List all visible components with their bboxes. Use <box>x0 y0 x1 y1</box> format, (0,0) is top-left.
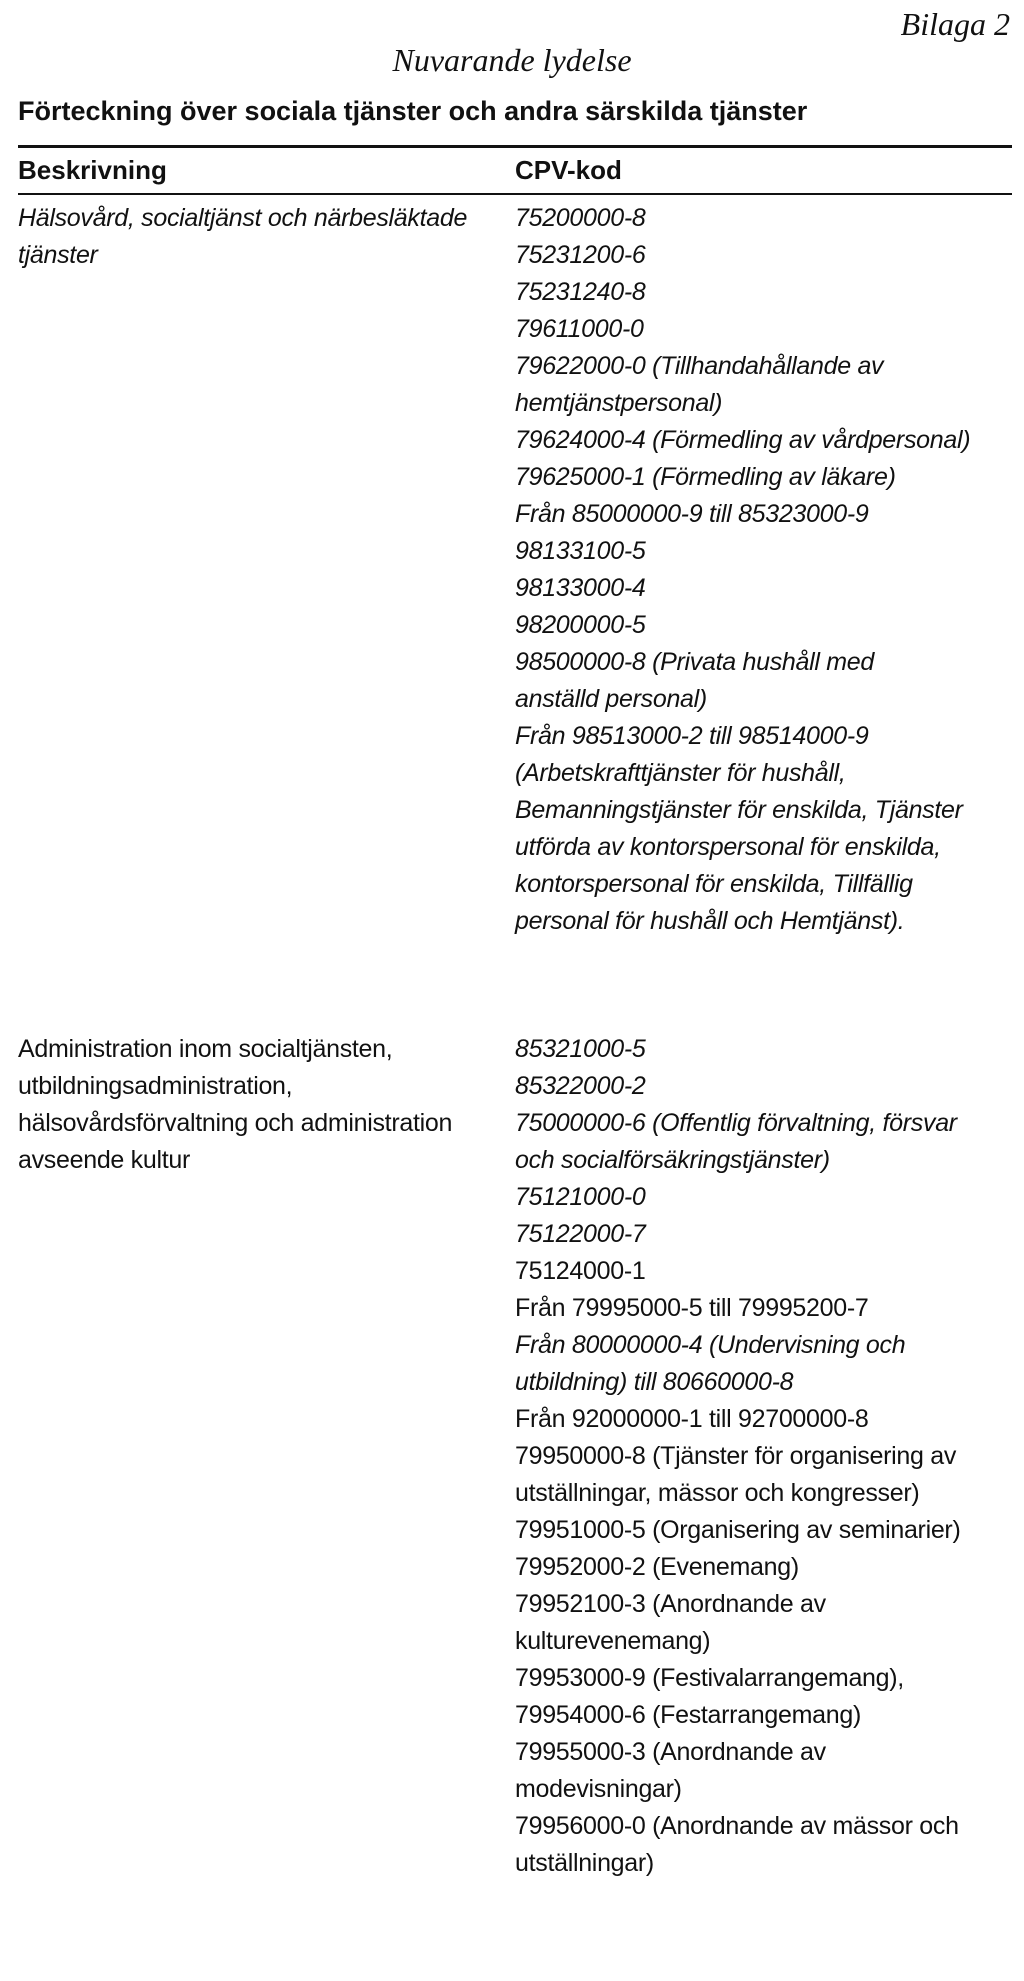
text-line: Från 92000000-1 till 92700000-8 <box>515 1405 869 1433</box>
text-line: utställningar, mässor och kongresser) <box>515 1479 920 1507</box>
page-heading: Nuvarande lydelse <box>392 42 632 78</box>
text-line: 98500000-8 (Privata hushåll med <box>515 648 874 676</box>
table-top-rule <box>18 145 1012 148</box>
text-line: 75121000-0 <box>515 1183 646 1211</box>
text-line: 79956000-0 (Anordnande av mässor och <box>515 1812 959 1840</box>
text-line: 98133100-5 <box>515 537 646 565</box>
text-line: avseende kultur <box>18 1146 191 1174</box>
text-line: 79952100-3 (Anordnande av <box>515 1590 826 1618</box>
text-line: utställningar) <box>515 1849 654 1877</box>
column-header-description: Beskrivning <box>18 155 167 185</box>
text-line: utbildningsadministration, <box>18 1072 293 1100</box>
text-line: 79624000-4 (Förmedling av vårdpersonal) <box>515 426 971 454</box>
column-header-cpv: CPV-kod <box>515 155 622 185</box>
text-line: tjänster <box>18 241 98 269</box>
row-2-codes-plain-b <box>515 1401 1015 1882</box>
text-line: 79952000-2 (Evenemang) <box>515 1553 799 1581</box>
text-line: 85321000-5 <box>515 1035 646 1063</box>
text-line: modevisningar) <box>515 1775 682 1803</box>
text-line: personal för hushåll och Hemtjänst). <box>515 907 905 935</box>
row-2-description <box>18 1031 498 1179</box>
text-line: utbildning) till 80660000-8 <box>515 1368 794 1396</box>
text-line: 79611000-0 <box>515 315 644 343</box>
text-line: 79622000-0 (Tillhandahållande av <box>515 352 884 380</box>
text-line: anställd personal) <box>515 685 707 713</box>
text-line: 79954000-6 (Festarrangemang) <box>515 1701 861 1729</box>
text-line: 79625000-1 (Förmedling av läkare) <box>515 463 896 491</box>
row-2-codes-italic-b <box>515 1327 1015 1401</box>
text-line: hemtjänstpersonal) <box>515 389 723 417</box>
text-line: 75231240-8 <box>515 278 646 306</box>
text-line: Från 79995000-5 till 79995200-7 <box>515 1294 869 1322</box>
text-line: 79953000-9 (Festivalarrangemang), <box>515 1664 904 1692</box>
text-line: 79951000-5 (Organisering av seminarier) <box>515 1516 961 1544</box>
text-line: Hälsovård, socialtjänst och närbesläktade <box>18 204 468 232</box>
appendix-label: Bilaga 2 <box>900 6 1010 42</box>
row-2-cpv-codes <box>515 1031 1015 1882</box>
row-1-cpv-codes <box>515 200 1015 940</box>
text-line: Från 85000000-9 till 85323000-9 <box>515 500 869 528</box>
text-line: 75124000-1 <box>515 1257 646 1285</box>
row-2-codes-plain-a <box>515 1253 1015 1327</box>
text-line: kontorspersonal för enskilda, Tillfällig <box>515 870 913 898</box>
text-line: 98200000-5 <box>515 611 646 639</box>
text-line: hälsovårdsförvaltning och administration <box>18 1109 453 1137</box>
text-line: 98133000-4 <box>515 574 646 602</box>
text-line: Bemanningstjänster för enskilda, Tjänster <box>515 796 963 824</box>
text-line: 75122000-7 <box>515 1220 646 1248</box>
text-line: 79950000-8 (Tjänster för organisering av <box>515 1442 957 1470</box>
row-2-codes-italic <box>515 1031 1015 1253</box>
row-1-description <box>18 200 498 274</box>
text-line: Administration inom socialtjänsten, <box>18 1035 393 1063</box>
page-subtitle: Förteckning över sociala tjänster och andra särskilda tjänster <box>18 96 808 126</box>
text-line: 75231200-6 <box>515 241 646 269</box>
table-header-rule <box>18 193 1012 195</box>
text-line: (Arbetskrafttjänster för hushåll, <box>515 759 846 787</box>
text-line: utförda av kontorspersonal för enskilda, <box>515 833 941 861</box>
text-line: kulturevenemang) <box>515 1627 711 1655</box>
text-line: Från 80000000-4 (Undervisning och <box>515 1331 906 1359</box>
text-line: 75000000-6 (Offentlig förvaltning, försvar <box>515 1109 957 1137</box>
text-line: och socialförsäkringstjänster) <box>515 1146 830 1174</box>
text-line: 79955000-3 (Anordnande av <box>515 1738 826 1766</box>
text-line: 75200000-8 <box>515 204 646 232</box>
text-line: Från 98513000-2 till 98514000-9 <box>515 722 869 750</box>
text-line: 85322000-2 <box>515 1072 646 1100</box>
